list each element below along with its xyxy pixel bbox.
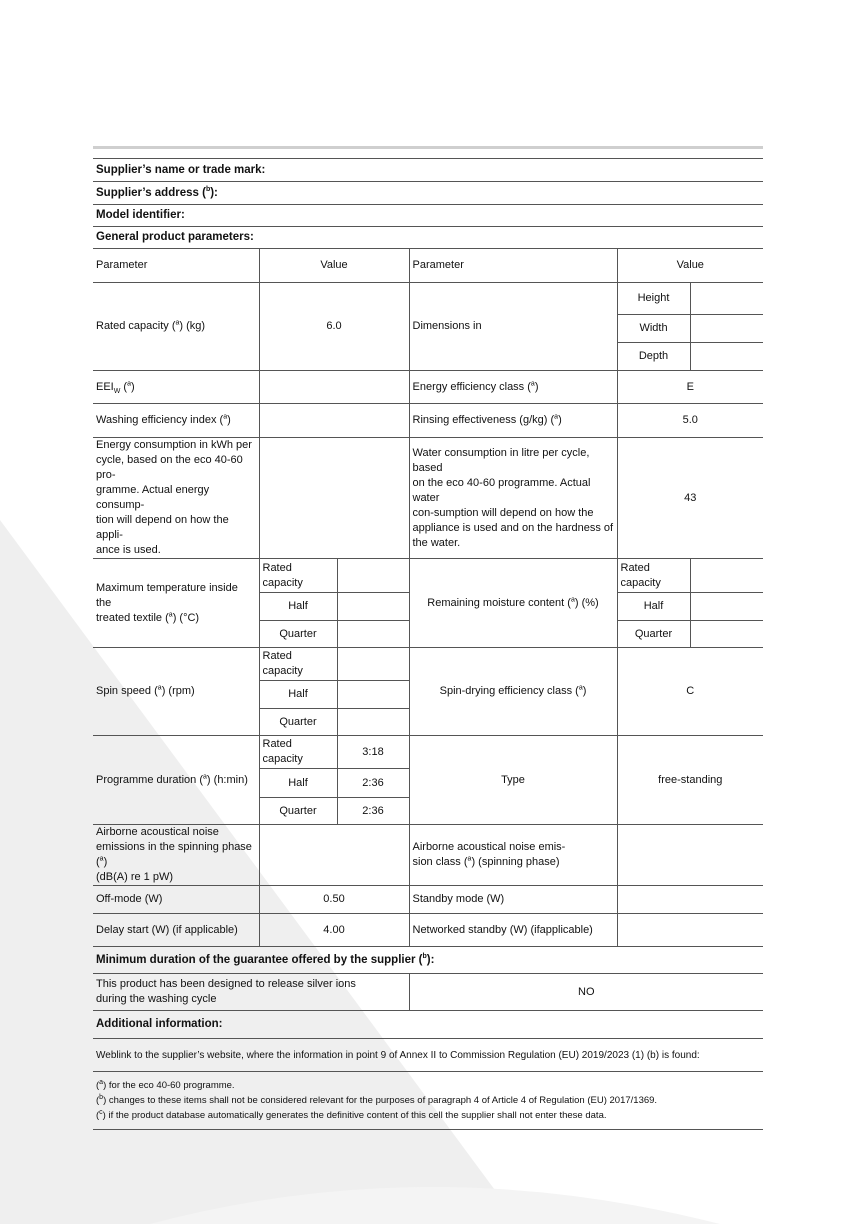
- moisture-half-value: [690, 593, 763, 621]
- eeiw-label: $EEI_W$ ($^a$): [93, 371, 259, 404]
- max-temp-quarter-value: [337, 621, 409, 648]
- supplier-name-label: Supplier’s name or trade mark:: [93, 159, 763, 182]
- energy-consumption-label: Energy consumption in kWh per cycle, based on the eco 40-60 pro- gramme. Actual energy consump- tion will depend on how the appli- ance is used.: [93, 438, 259, 559]
- off-mode-label: Off-mode (W): [93, 886, 259, 914]
- spin-quarter-value: [337, 709, 409, 736]
- supplier-address-label: Supplier’s address ($^b$):: [93, 182, 763, 205]
- width-label: Width: [617, 315, 690, 343]
- noise-row: [93, 825, 763, 886]
- networked-standby-value: [617, 914, 763, 947]
- duration-quarter-label: Quarter: [259, 798, 337, 825]
- depth-label: Depth: [617, 343, 690, 371]
- type-label: Type: [409, 736, 617, 825]
- top-rule: [93, 146, 763, 149]
- networked-standby-label: Networked standby (W) (ifapplicable): [409, 914, 617, 947]
- silver-ions-value: NO: [409, 974, 763, 1011]
- moisture-rated-value: [690, 559, 763, 593]
- spin-speed-row: [93, 648, 763, 681]
- moisture-rated-label: Rated capacity: [617, 559, 690, 593]
- parameter-header: Parameter: [93, 249, 259, 283]
- duration-rated-value: 3:18: [337, 736, 409, 769]
- spin-class-label: Spin-drying efficiency class ($^a$): [409, 648, 617, 736]
- value-header: Value: [259, 249, 409, 283]
- eeiw-row: [93, 371, 763, 404]
- rinsing-label: Rinsing effectiveness (g/kg) ($^a$): [409, 404, 617, 438]
- general-params-label: General product parameters:: [93, 227, 763, 249]
- max-temp-half-value: [337, 593, 409, 621]
- max-temp-quarter-label: Quarter: [259, 621, 337, 648]
- spin-class-value: C: [617, 648, 763, 736]
- type-value: free-standing: [617, 736, 763, 825]
- washing-index-value: [259, 404, 409, 438]
- supplier-name-row: [93, 159, 763, 182]
- spin-rated-label: Rated capacity: [259, 648, 337, 681]
- max-temp-row: [93, 559, 763, 593]
- duration-quarter-value: 2:36: [337, 798, 409, 825]
- footnote-c: ($^c$) if the product database automatically generates the definitive content of this cell the supplier shall not enter these data.: [96, 1108, 607, 1121]
- energy-consumption-value: [259, 438, 409, 559]
- eeiw-value: [259, 371, 409, 404]
- max-temp-rated-label: Rated capacity: [259, 559, 337, 593]
- noise-label: Airborne acoustical noise emissions in the spinning phase ($^a$) (dB(A) re 1 pW): [93, 825, 259, 886]
- model-identifier-row: [93, 205, 763, 227]
- guarantee-label: Minimum duration of the guarantee offered by the supplier ($^b$):: [93, 947, 763, 974]
- parameter-header-2: Parameter: [409, 249, 617, 283]
- product-parameters-table: [93, 158, 763, 1130]
- depth-value: [690, 343, 763, 371]
- width-value: [690, 315, 763, 343]
- dimensions-label: Dimensions in: [409, 283, 617, 371]
- max-temp-half-label: Half: [259, 593, 337, 621]
- footnote-b: ($^b$) changes to these items shall not be considered relevant for the purposes of paragraph 4 of Article 4 of Regulation (EU) 2017/1369.: [96, 1093, 658, 1106]
- spin-half-label: Half: [259, 681, 337, 709]
- guarantee-row: [93, 947, 763, 974]
- washing-index-label: Washing efficiency index ($^a$): [93, 404, 259, 438]
- consumption-row: [93, 438, 763, 559]
- energy-class-label: Energy efficiency class ($^a$): [409, 371, 617, 404]
- spin-quarter-label: Quarter: [259, 709, 337, 736]
- additional-info-row: [93, 1011, 763, 1039]
- moisture-half-label: Half: [617, 593, 690, 621]
- height-value: [690, 283, 763, 315]
- weblink-row: [93, 1039, 763, 1072]
- rated-capacity-label: Rated capacity ($^a$) (kg): [93, 283, 259, 371]
- noise-class-label: Airborne acoustical noise emis- sion class ($^a$) (spinning phase): [409, 825, 617, 886]
- weblink-text: Weblink to the supplier’s website, where the information in point 9 of Annex II to Commission Regulation (EU) 2019/2023 (1) (b) is found:: [93, 1039, 763, 1072]
- rated-capacity-value: 6.0: [259, 283, 409, 371]
- duration-half-label: Half: [259, 769, 337, 798]
- noise-class-value: [617, 825, 763, 886]
- silver-ions-row: [93, 974, 763, 1011]
- noise-value: [259, 825, 409, 886]
- remaining-moisture-label: Remaining moisture content ($^a$) (%): [409, 559, 617, 648]
- additional-info-label: Additional information:: [93, 1011, 763, 1039]
- programme-duration-row: [93, 736, 763, 769]
- water-consumption-label: Water consumption in litre per cycle, based on the eco 40-60 programme. Actual water con-sumption will depend on how the appliance is used and on the hardness of the water.: [409, 438, 617, 559]
- duration-rated-label: Rated capacity: [259, 736, 337, 769]
- off-mode-value: 0.50: [259, 886, 409, 914]
- duration-half-value: 2:36: [337, 769, 409, 798]
- value-header-2: Value: [617, 249, 763, 283]
- rated-capacity-row: [93, 283, 763, 315]
- delay-start-value: 4.00: [259, 914, 409, 947]
- general-params-row: [93, 227, 763, 249]
- spin-half-value: [337, 681, 409, 709]
- standby-value: [617, 886, 763, 914]
- delay-start-row: [93, 914, 763, 947]
- washing-index-row: [93, 404, 763, 438]
- rinsing-value: 5.0: [617, 404, 763, 438]
- programme-duration-label: Programme duration ($^a$) (h:min): [93, 736, 259, 825]
- delay-start-label: Delay start (W) (if applicable): [93, 914, 259, 947]
- footnote-a: ($^a$) for the eco 40-60 programme.: [96, 1078, 235, 1091]
- spin-speed-label: Spin speed ($^a$) (rpm): [93, 648, 259, 736]
- moisture-quarter-label: Quarter: [617, 621, 690, 648]
- model-identifier-label: Model identifier:: [93, 205, 763, 227]
- energy-class-value: E: [617, 371, 763, 404]
- max-temp-rated-value: [337, 559, 409, 593]
- footnotes-row: [93, 1072, 763, 1130]
- off-mode-row: [93, 886, 763, 914]
- column-header-row: [93, 249, 763, 283]
- moisture-quarter-value: [690, 621, 763, 648]
- max-temp-label: Maximum temperature inside the treated textile ($^a$) (°C): [93, 559, 259, 648]
- supplier-address-row: [93, 182, 763, 205]
- silver-ions-label: This product has been designed to release silver ions during the washing cycle: [93, 974, 409, 1011]
- standby-label: Standby mode (W): [409, 886, 617, 914]
- footnotes: [93, 1072, 763, 1130]
- spin-rated-value: [337, 648, 409, 681]
- height-label: Height: [617, 283, 690, 315]
- water-consumption-value: 43: [617, 438, 763, 559]
